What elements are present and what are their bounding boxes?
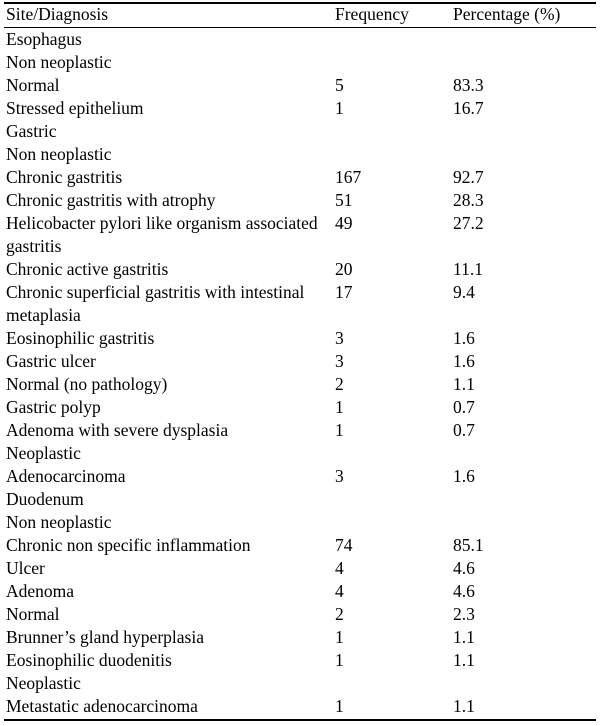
row-frequency: 51 [335, 190, 353, 210]
table-row [0, 672, 600, 695]
row-label: Esophagus [6, 29, 82, 49]
row-label: Neoplastic [6, 443, 81, 463]
row-frequency: 4 [335, 558, 344, 578]
row-percentage: 0.7 [453, 397, 475, 417]
table-row [0, 649, 600, 672]
table-row [0, 419, 600, 442]
row-frequency: 49 [335, 213, 353, 233]
row-percentage: 11.1 [453, 259, 483, 279]
row-percentage: 1.1 [453, 696, 475, 716]
table-row [0, 396, 600, 419]
table-row [0, 350, 600, 373]
row-percentage: 85.1 [453, 535, 484, 555]
row-label: Non neoplastic [6, 144, 112, 164]
row-label: Chronic superficial gastritis with intestinal metaplasia [6, 282, 305, 325]
row-label: Gastric ulcer [6, 351, 96, 371]
table-bottom-rule [4, 719, 596, 721]
row-frequency: 1 [335, 397, 344, 417]
header-site: Site/Diagnosis [6, 4, 109, 24]
row-label: Neoplastic [6, 673, 81, 693]
table-row [0, 143, 600, 166]
table-row [0, 465, 600, 488]
table-row [0, 327, 600, 350]
row-percentage: 9.4 [453, 282, 475, 302]
row-label: Metastatic adenocarcinoma [6, 696, 198, 716]
table-row [0, 511, 600, 534]
row-label: Normal [6, 604, 60, 624]
row-percentage: 27.2 [453, 213, 484, 233]
row-label: Normal (no pathology) [6, 374, 168, 394]
row-frequency: 2 [335, 374, 344, 394]
row-frequency: 1 [335, 420, 344, 440]
row-percentage: 83.3 [453, 75, 484, 95]
table-row [0, 557, 600, 580]
row-label: Chronic gastritis [6, 167, 123, 187]
row-label: Adenocarcinoma [6, 466, 126, 486]
row-percentage: 92.7 [453, 167, 484, 187]
row-label: Chronic non specific inflammation [6, 535, 251, 555]
row-label: Non neoplastic [6, 512, 112, 532]
row-percentage: 28.3 [453, 190, 484, 210]
row-frequency: 74 [335, 535, 353, 555]
row-percentage: 1.1 [453, 374, 475, 394]
row-frequency: 1 [335, 627, 344, 647]
table-row [0, 626, 600, 649]
table-row [0, 373, 600, 396]
table-header [0, 3, 600, 26]
row-label: Eosinophilic duodenitis [6, 650, 172, 670]
table-row [0, 212, 600, 258]
table-row [0, 189, 600, 212]
row-percentage: 4.6 [453, 581, 475, 601]
row-label: Chronic gastritis with atrophy [6, 190, 216, 210]
table-row [0, 488, 600, 511]
row-percentage: 1.1 [453, 627, 475, 647]
header-percentage: Percentage (%) [453, 4, 561, 24]
table-row [0, 281, 600, 327]
row-frequency: 1 [335, 98, 344, 118]
table-row [0, 580, 600, 603]
row-percentage: 1.6 [453, 328, 475, 348]
row-frequency: 3 [335, 328, 344, 348]
row-percentage: 1.6 [453, 466, 475, 486]
row-label: Adenoma [6, 581, 75, 601]
row-percentage: 16.7 [453, 98, 484, 118]
table-row [0, 28, 600, 51]
table-row [0, 120, 600, 143]
row-frequency: 20 [335, 259, 353, 279]
row-percentage: 4.6 [453, 558, 475, 578]
table-row [0, 258, 600, 281]
table-row [0, 695, 600, 718]
row-frequency: 5 [335, 75, 344, 95]
row-label: Gastric polyp [6, 397, 101, 417]
row-label: Adenoma with severe dysplasia [6, 420, 229, 440]
table-row [0, 442, 600, 465]
row-frequency: 167 [335, 167, 362, 187]
row-label: Normal [6, 75, 60, 95]
row-label: Stressed epithelium [6, 98, 144, 118]
row-percentage: 1.1 [453, 650, 475, 670]
table-row [0, 166, 600, 189]
row-percentage: 0.7 [453, 420, 475, 440]
row-frequency: 17 [335, 282, 353, 302]
row-frequency: 2 [335, 604, 344, 624]
table-row [0, 51, 600, 74]
row-label: Non neoplastic [6, 52, 112, 72]
header-frequency: Frequency [335, 4, 409, 24]
row-frequency: 4 [335, 581, 344, 601]
row-percentage: 2.3 [453, 604, 475, 624]
table-row [0, 603, 600, 626]
row-label: Duodenum [6, 489, 84, 509]
row-label: Ulcer [6, 558, 45, 578]
row-frequency: 1 [335, 650, 344, 670]
table-row [0, 534, 600, 557]
row-frequency: 3 [335, 351, 344, 371]
row-label: Gastric [6, 121, 57, 141]
row-percentage: 1.6 [453, 351, 475, 371]
row-label: Eosinophilic gastritis [6, 328, 155, 348]
row-frequency: 1 [335, 696, 344, 716]
row-label: Chronic active gastritis [6, 259, 169, 279]
table-row [0, 74, 600, 97]
row-frequency: 3 [335, 466, 344, 486]
row-label: Brunner’s gland hyperplasia [6, 627, 204, 647]
row-label: Helicobacter pylori like organism associated gastritis [6, 213, 318, 256]
table-row [0, 97, 600, 120]
